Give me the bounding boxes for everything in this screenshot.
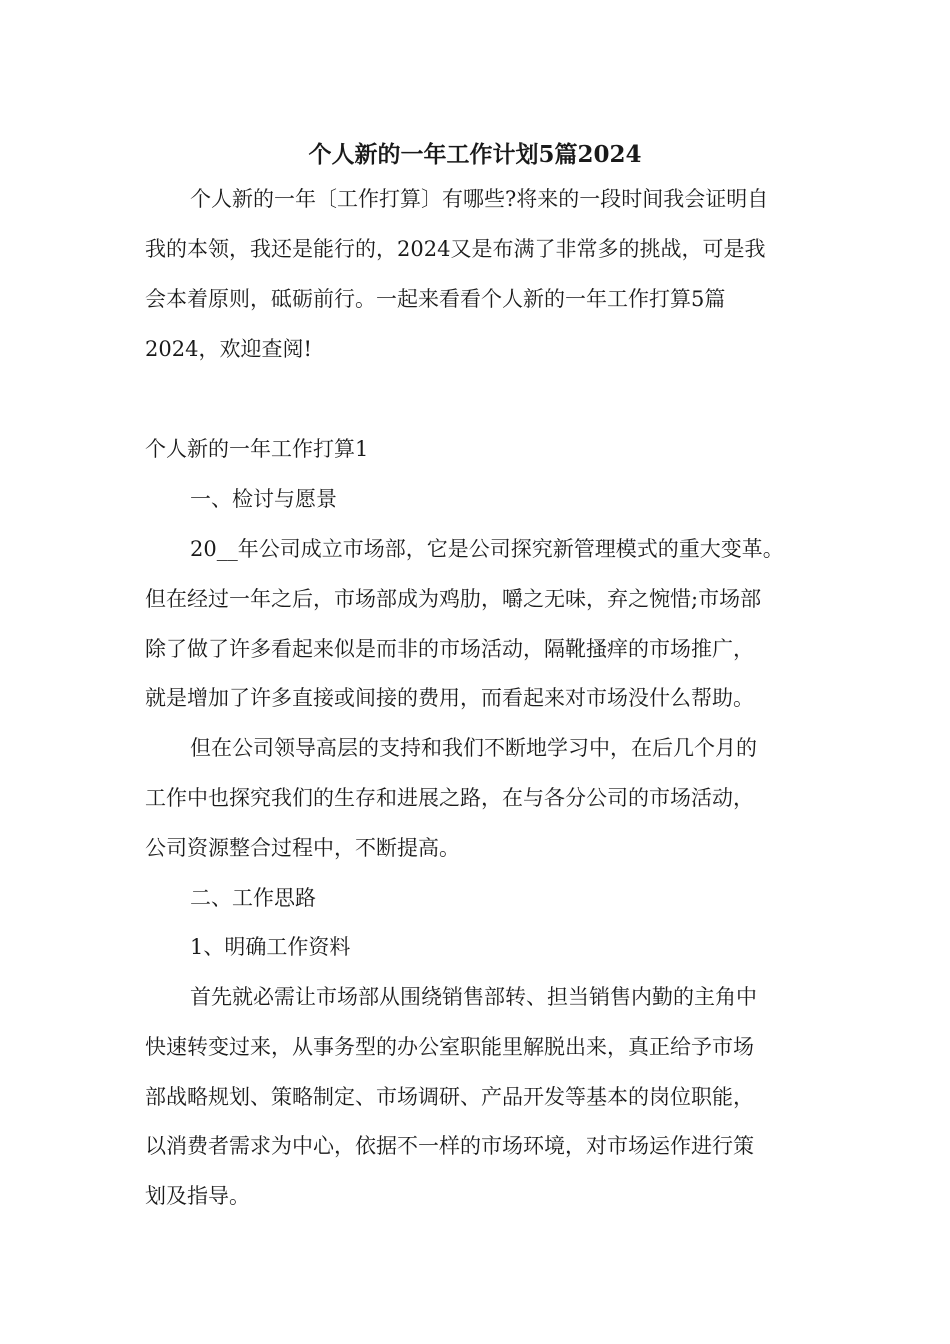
paragraph-line: 除了做了许多看起来似是而非的市场活动，隔靴搔痒的市场推广， [145,637,754,661]
paragraph-line: 但在公司领导高层的支持和我们不断地学习中，在后几个月的 [190,736,757,760]
paragraph-line: 以消费者需求为中心，依据不一样的市场环境，对市场运作进行策 [145,1134,754,1158]
paragraph-line: 快速转变过来，从事务型的办公室职能里解脱出来，真正给予市场 [145,1035,754,1059]
paragraph-line: 20__年公司成立市场部，它是公司探究新管理模式的重大变革。 [190,537,784,561]
paragraph-line: 划及指导。 [145,1184,250,1208]
subsection-heading: 二、工作思路 [190,886,316,910]
intro-line: 会本着原则，砥砺前行。一起来看看个人新的一年工作打算5篇 [145,287,726,311]
paragraph-line: 部战略规划、策略制定、市场调研、产品开发等基本的岗位职能， [145,1085,754,1109]
document-title: 个人新的一年工作计划5篇2024 [308,141,642,168]
intro-line: 我的本领，我还是能行的，2024又是布满了非常多的挑战，可是我 [145,237,766,261]
subsection-heading: 一、检讨与愿景 [190,487,337,511]
paragraph-line: 工作中也探究我们的生存和进展之路，在与各分公司的市场活动， [145,786,754,810]
paragraph-line: 首先就必需让市场部从围绕销售部转、担当销售内勤的主角中 [190,985,757,1009]
paragraph-line: 就是增加了许多直接或间接的费用，而看起来对市场没什么帮助。 [145,686,754,710]
paragraph-line: 公司资源整合过程中，不断提高。 [145,836,460,860]
paragraph-line: 但在经过一年之后，市场部成为鸡肋，嚼之无味，弃之惋惜;市场部 [145,587,762,611]
intro-line: 个人新的一年〔工作打算〕有哪些?将来的一段时间我会证明自 [190,187,769,211]
subsection-heading: 1、明确工作资料 [190,935,351,959]
intro-line: 2024，欢迎查阅! [145,337,312,361]
section-heading: 个人新的一年工作打算1 [145,437,369,461]
